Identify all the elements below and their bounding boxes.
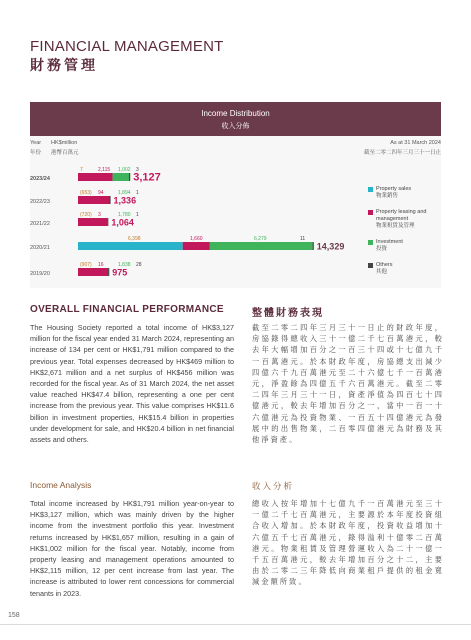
data-label: 3: [136, 167, 139, 173]
total-label: 14,329: [316, 241, 345, 252]
data-label: (907): [80, 262, 92, 268]
legend-label-en: Property sales: [376, 186, 412, 192]
section-heading-income-zh: 收入分析: [252, 482, 295, 492]
paragraph-overall-zh: 截至二零二四年三月三十一日止的財政年度，房協錄得總收入三十一億二千七百萬港元，較去年大幅增加百分之一百三十四或十七億九千一百萬港元。於本財政年度，房協總支出減少四億六千九百萬港元至二十六億七千一百萬港元，淨盈餘為四億五千六百萬港元。截至二零二四年三月三十一日，資產淨值為四百七十四億港元，較去年增加百分之一，當中一百一十六億港元為投資物業、一百五十四億港元為發展中的出售物業，二百零四億港元為財務及其他淨資產。: [252, 323, 444, 445]
bar-segment: [78, 173, 113, 181]
unit-label-zh: 港幣百萬元: [51, 150, 79, 156]
bar-segment: [109, 196, 111, 204]
chart-body: [30, 136, 441, 288]
legend-label-en: Investment: [376, 239, 403, 245]
legend-item-property-leasing: [368, 209, 438, 230]
data-label: 6,279: [254, 236, 267, 242]
legend-swatch: [368, 187, 373, 192]
page-title-en: FINANCIAL MANAGEMENT: [30, 38, 224, 55]
legend-label-zh: 物業租賃及管理: [376, 223, 415, 229]
data-label: 1,894: [118, 190, 131, 196]
income-distribution-chart: [30, 102, 441, 288]
data-label: (720): [80, 212, 92, 218]
year-label-zh: 年份: [30, 150, 42, 156]
data-label: 1,838: [118, 262, 131, 268]
legend-swatch: [368, 240, 373, 245]
asof-label-zh: 截至二零二四年三月三十一日止: [363, 150, 441, 156]
bar-segment: [313, 242, 314, 250]
category-label: 2021/22: [30, 221, 50, 227]
legend-label-zh: 物業銷售: [376, 193, 399, 199]
data-label: 11: [300, 236, 306, 242]
bar-segment: [78, 196, 109, 204]
bar-chart-svg: [30, 136, 360, 288]
page-title-zh: 財務管理: [30, 58, 98, 74]
data-label: 1,660: [190, 236, 203, 242]
total-label: 975: [112, 267, 128, 278]
category-label: 2019/20: [30, 271, 50, 277]
data-label: 28: [136, 262, 142, 268]
footer-rule: [0, 624, 471, 625]
chart-title-en: Income Distribution: [201, 109, 270, 118]
data-label: 1: [136, 190, 139, 196]
data-label: 16: [98, 262, 104, 268]
legend-swatch: [368, 210, 373, 215]
bar-segment: [108, 268, 109, 276]
bar-segment: [78, 268, 108, 276]
bar-segment: [129, 173, 130, 181]
data-label: 94: [98, 190, 104, 196]
data-label: 7: [80, 167, 83, 173]
total-label: 1,336: [113, 195, 137, 206]
data-label: 2,115: [98, 167, 111, 173]
category-label: 2020/21: [30, 245, 50, 251]
paragraph-income-zh: 總收入按年增加十七億九千一百萬港元至三十一億二千七百萬港元，主要源於本年度投資組合收入增加。於本財政年度，投資收益增加十六億五千七百萬港元，錄得溢利十億零二百萬港元。物業租賃及管理營運收入為二十一億一千五百萬港元，較去年增加百分之十二，主要由於二零二三年降低向商業租戶提供的租金寬減金額所致。: [252, 499, 444, 587]
section-heading-overall-zh: 整體財務表現: [252, 308, 324, 319]
bar-segment: [210, 242, 313, 250]
chart-header: [30, 102, 441, 136]
total-label: 3,127: [133, 171, 161, 184]
asof-label-en: As at 31 March 2024: [390, 140, 441, 146]
section-heading-overall-en: OVERALL FINANCIAL PERFORMANCE: [30, 304, 224, 315]
paragraph-overall-en: The Housing Society reported a total income of HK$3,127 million for the fiscal year ended 31 March 2024, representing an increase of 134 per cent or HK$1,791 million compared to the previous year. Total expenses decreased by HK$469 million to HK$2,671 million and a net surplus of HK$456 million was recorded for the fiscal year. As of 31 March 2024, the net asset value reached HK$47.4 billion, representing a one per cent increase from the previous year. This value comprises HK$11.6 billion in investment properties, HK$15.4 billion in properties under development for sale, and HK$20.4 billion in net financial assets and others.: [30, 323, 234, 445]
data-label: (653): [80, 190, 92, 196]
bar-segment: [78, 242, 183, 250]
legend-label-zh: 其他: [376, 269, 388, 275]
legend-item-others: [368, 262, 438, 276]
data-label: 3: [98, 212, 101, 218]
data-label: 1,780: [118, 212, 131, 218]
bar-segment: [107, 218, 108, 226]
unit-label-en: HK$million: [51, 140, 78, 146]
legend-item-investment: [368, 239, 438, 253]
legend-item-property-sales: [368, 186, 438, 200]
category-label: 2022/23: [30, 199, 50, 205]
paragraph-income-en: Total income increased by HK$1,791 million year-on-year to HK$3,127 million, which was mainly driven by the higher income from the investment portfolio this year. Investment returns increased by HK$1,657 million, resulting in a gain of HK$1,002 million for the fiscal year. Notably, income from property leasing and management operations amounted to HK$2,115 million, 12 per cent increase from last year. The increase is attributed to lower rent concessions for commercial tenants in 2023.: [30, 499, 234, 598]
total-label: 1,064: [111, 217, 134, 228]
chart-title-zh: 收入分佈: [221, 122, 250, 130]
data-label: 1,002: [118, 167, 131, 173]
bar-segment: [78, 218, 107, 226]
bar-segment: [113, 173, 129, 181]
section-heading-income-en: Income Analysis: [30, 480, 92, 490]
legend-label-en: Others: [376, 262, 393, 268]
bar-segment: [183, 242, 210, 250]
category-label: 2023/24: [30, 176, 50, 182]
legend-label-en: Property leasing and management: [376, 209, 427, 222]
legend-label-zh: 投資: [376, 246, 388, 252]
legend-swatch: [368, 263, 373, 268]
page-number: 158: [8, 612, 20, 619]
data-label: 6,398: [128, 236, 141, 242]
year-label-en: Year: [30, 140, 42, 146]
data-label: 1: [136, 212, 139, 218]
chart-legend: [368, 186, 438, 285]
